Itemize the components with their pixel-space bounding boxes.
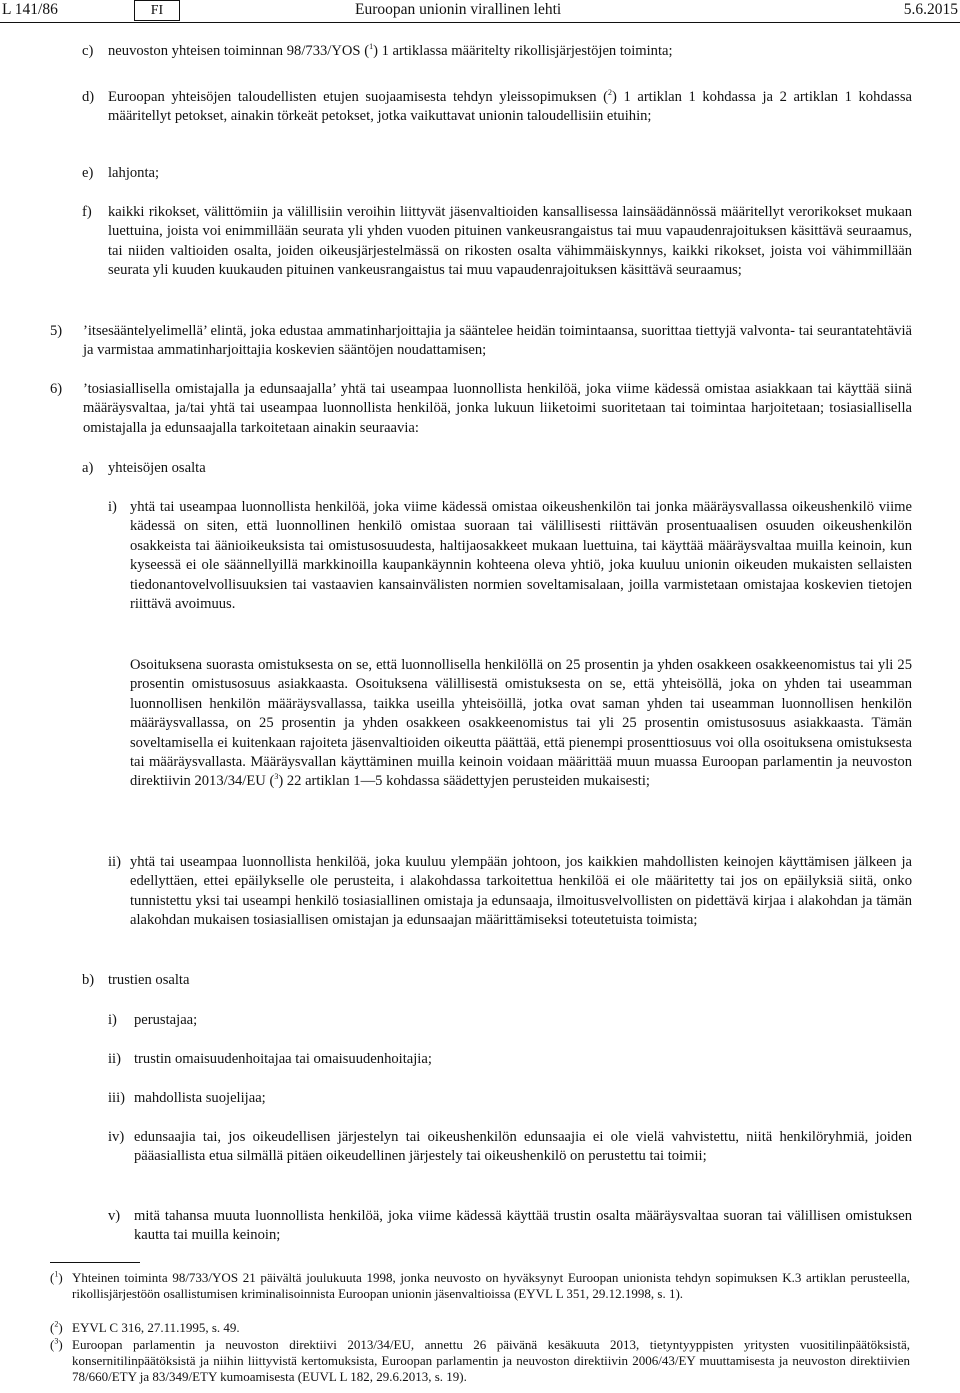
list-item-c: c) neuvoston yhteisen toiminnan 98/733/YOS ($^1$) 1 artiklassa määritelty rikollisjärjestöjen toiminta; bbox=[82, 42, 673, 59]
list-item-b-ii: ii) trustin omaisuudenhoitajaa tai omaisuudenhoitajia; bbox=[108, 1051, 432, 1067]
list-item-b-iv: iv) edunsaajia tai, jos oikeudellisen järjestelyn tai oikeushenkilön edunsaajia ei ole vielä vahvistettu, niitä henkilöryhmiä, joiden pääasiallista etua silmällä pitäen oikeudellinen järjestely tai oikeushenkilö on perustettu tai toimii; bbox=[108, 1129, 912, 1165]
footnote-divider bbox=[50, 1262, 140, 1263]
page-header bbox=[0, 0, 960, 24]
list-item-e: e) lahjonta; bbox=[82, 165, 160, 181]
footnote-ref-2[interactable]: 2 bbox=[608, 88, 613, 98]
list-item-a: a) yhteisöjen osalta bbox=[82, 460, 206, 476]
page-reference: L 141/86 bbox=[2, 1, 58, 18]
footnote-3: ($^3$) Euroopan parlamentin ja neuvoston direktiivi 2013/34/EU, annettu 26 päivänä kesäkuuta 2013, tietyntyyppisten yritysten vuositilinpäätöksistä, konsernitilinpäätöksistä ja niihin liittyvistä kertomuksista, Euroopan parlamentin ja neuvoston direktiivin 2006/43/EY muuttamisesta ja neuvoston direktiivien 78/660/ETY ja 83/349/ETY kumoamisesta (EUVL L 182, 29.6.2013, s. 19). bbox=[50, 1336, 910, 1385]
list-item-b-iii: iii) mahdollista suojelijaa; bbox=[108, 1090, 266, 1106]
list-item-5: 5) ’itsesääntelyelimellä’ elintä, joka edustaa ammatinharjoittajia ja sääntelee heidän toimintaansa, suorittaa tiettyjä valvonta- tai seurantatehtäviä ja varmistaa ammatinharjoittajia koskevien sääntöjen noudattamisen; bbox=[50, 323, 912, 359]
list-item-a-i: i) yhtä tai useampaa luonnollista henkilöä, joka viime kädessä omistaa oikeushenkilön tai jonka määräysvallassa oikeushenkilö viime kädessä on siten, että luonnollinen henkilö omistaa suoraan tai välillisesti riittävän prosentuaalisen osuuden oikeushenkilön osakkeista tai äänioikeuksista tai omistusosuudesta, haltijaosakkeet mukaan luettuina, tai käyttää määräysvaltaa muilla keinoin, kun kyseessä ei ole säännellyillä markkinoilla kaupankäynnin kohteena oleva yhtiö, joka kuuluu unionin oikeuden mukaisten sellaisten tiedonantovelvollisuuksien tai vastaavien kansainvälisten normien soveltamisalaan, joilla varmistetaan omistajaa koskevien tietojen riittävä avoimuus. bbox=[108, 499, 912, 613]
publication-date: 5.6.2015 bbox=[903, 1, 958, 18]
list-item-d: d) Euroopan yhteisöjen taloudellisten etujen suojaamisesta tehdyn yleissopimuksen ($^2$) 1 artiklan 1 kohdassa ja 2 artiklan 1 kohdassa määritellyt petokset, ainakin törkeät petokset, jotka vaikuttavat unionin taloudellisiin etuihin; bbox=[82, 88, 912, 125]
list-item-b: b) trustien osalta bbox=[82, 972, 190, 988]
footnote-2: ($^2$) EYVL C 316, 27.11.1995, s. 49. bbox=[50, 1319, 240, 1335]
list-item-f: f) kaikki rikokset, välittömiin ja välillisiin veroihin liittyvät jäsenvaltioiden kansallisessa lainsäädännössä määritellyt verorikokset mukaan luettuina, joista voi enimmillään seurata yli yhden vuoden pituinen vankeusrangaistus tai muu vapaudenrajoituksen käsittävä seuraamus, tai niiden valtioiden osalta, joiden oikeusjärjestelmässä on rikosten osalta vähimmäiskynnys, kaikki rikokset, joista voi vähimmillään seurata yli kuuden kuukauden pituinen vankeusrangaistus tai muu vapaudenrajoituksen käsittävä seuraamus; bbox=[82, 204, 912, 279]
footnote-1: ($^1$) Yhteinen toiminta 98/733/YOS 21 päivältä joulukuuta 1998, jonka neuvosto on hyväksynyt Euroopan unionista tehdyn sopimuksen K.3 artiklan perusteella, rikollisjärjestöön osallistumisen kriminalisoinnista Euroopan unionin jäsenvaltioissa (EYVL L 351, 29.12.1998, s. 1). bbox=[50, 1269, 910, 1302]
list-item-a-i-paragraph: Osoituksena suorasta omistuksesta on se, että luonnollisella henkilöllä on 25 prosentin ja yhden osakkeen osakkeenomistus tai yli 25 prosentin omistusosuus asiakkaasta. Osoituksena välillisestä omistuksesta on se, että yhteisöllä, joka on yhden tai useamman luonnollisen henkilön määräysvallassa, taikka useilla yhteisöillä, jotka ovat saman yhden tai useamman luonnollisen henkilön määräysvallassa, on 25 prosentin ja yhden osakkeen osakkeenomistus tai yli 25 prosentin omistusosuus asiakkaasta. Tämän soveltamisella ei kuitenkaan rajoiteta jäsenvaltioiden oikeutta päättää, että pienempi prosenttiosuus voi olla osoituksena omistuksesta tai määräysvallasta. Määräysvallan käyttäminen muilla keinoin voidaan määrittää muun muassa Euroopan parlamentin ja neuvoston direktiivin 2013/34/EU ($^3$) 22 artiklan 1—5 kohdassa säädettyjen perusteiden mukaisesti; bbox=[130, 657, 912, 790]
list-item-a-ii: ii) yhtä tai useampaa luonnollista henkilöä, joka kuuluu ylempään johtoon, jos kaikkien mahdollisten keinojen käyttämisen jälkeen ja edellyttäen, ettei epäilykselle ole perusteita, i alakohdassa tarkoitettua henkilöä ei ole määritetty tai jos on epäilyksiä siitä, onko tunnistettu yksi tai useampi henkilö tosiasiallinen omistaja ja edunsaaja, ilmoitusvelvollisten on pidettävä kirjaa i alakohdan ja tämän alakohdan mukaisen tosiasiallisen omistajan ja edunsaajan määrittämiseksi toteutetuista toimista; bbox=[108, 854, 912, 929]
footnote-ref-1[interactable]: 1 bbox=[369, 42, 374, 52]
journal-title: Euroopan unionin virallinen lehti bbox=[355, 1, 562, 18]
footnote-ref-3[interactable]: 3 bbox=[274, 772, 279, 782]
list-item-6: 6) ’tosiasiallisella omistajalla ja edunsaajalla’ yhtä tai useampaa luonnollista henkilöä, joka viime kädessä omistaa asiakkaan tai käyttää siinä määräysvaltaa, ja/tai yhtä tai useampaa luonnollista henkilöä, jonka lukuun liiketoimi suoritetaan tai toimintaa harjoitetaan; tosiasiallisella omistajalla ja edunsaajalla tarkoitetaan ainakin seuraavia: bbox=[50, 381, 912, 436]
list-item-b-i: i) perustajaa; bbox=[108, 1012, 198, 1028]
list-item-b-v: v) mitä tahansa muuta luonnollista henkilöä, joka viime kädessä käyttää trustin osalta määräysvaltaa suoran tai välillisen omistuksen kautta tai muilla keinoin; bbox=[108, 1208, 912, 1244]
language-badge: FI bbox=[134, 0, 180, 21]
header-divider bbox=[0, 22, 960, 23]
